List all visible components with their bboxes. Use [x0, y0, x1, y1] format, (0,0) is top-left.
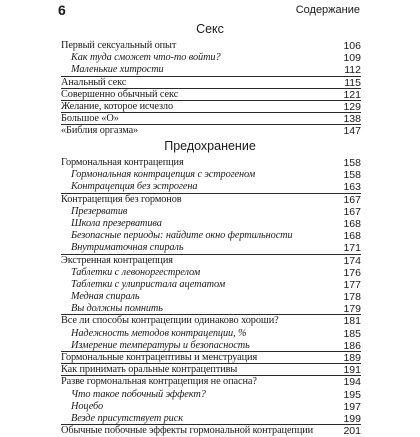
toc-entry — [61, 340, 361, 352]
toc-entry-page: 168 — [343, 217, 361, 230]
toc-entry-title: Ноцебо — [71, 400, 104, 412]
toc-entry-title: Контрацепция без эстрогена — [71, 181, 198, 193]
toc-entry — [61, 40, 361, 52]
toc-entry-title: Везде присутствует риск — [71, 412, 183, 424]
toc-entry — [61, 389, 361, 401]
toc-entry — [61, 401, 361, 413]
toc-entry-title: Гормональная контрацепция с эстрогеном — [71, 169, 256, 181]
toc-entry-page: 201 — [343, 425, 361, 437]
toc-entry-page: 195 — [343, 388, 361, 401]
toc-entry-title: Желание, которое исчезло — [61, 100, 173, 112]
toc-entry-page: 179 — [343, 303, 361, 316]
toc-entry — [61, 291, 361, 303]
page-number: 6 — [58, 2, 66, 18]
toc-entry — [61, 425, 361, 437]
toc-entry — [61, 279, 361, 291]
toc-entry-page: 158 — [343, 169, 361, 182]
toc-entry — [61, 181, 361, 193]
toc-entry-title: Все ли способы контрацепции одинаково хороши? — [61, 315, 279, 327]
toc-list-sex — [61, 40, 361, 138]
toc-list-contraception — [61, 157, 361, 437]
toc-entry-title: Контрацепция без гормонов — [61, 193, 182, 205]
toc-entry-page: 171 — [343, 242, 361, 255]
toc-entry — [61, 376, 361, 388]
toc-entry — [61, 255, 361, 267]
toc-entry — [61, 125, 361, 137]
toc-entry — [61, 77, 361, 89]
toc-entry-page: 168 — [343, 230, 361, 243]
toc-entry-page: 194 — [343, 376, 361, 389]
toc-entry — [61, 303, 361, 315]
toc-entry-page: 191 — [343, 364, 361, 377]
toc-entry — [61, 364, 361, 376]
toc-entry-page: 177 — [343, 278, 361, 291]
toc-entry — [61, 194, 361, 206]
toc-entry — [61, 352, 361, 364]
toc-entry-title: Экстренная контрацепция — [61, 254, 173, 266]
toc-entry-page: 129 — [343, 100, 361, 113]
toc-entry-page: 106 — [343, 40, 361, 52]
toc-entry-title: Как туда сможет что-то войти? — [71, 52, 221, 64]
toc-entry-page: 121 — [343, 88, 361, 101]
toc-entry-page: 181 — [343, 315, 361, 328]
toc-entry-title: Медная спираль — [71, 291, 140, 303]
toc-entry-title: Первый сексуальный опыт — [61, 40, 177, 51]
toc-entry-page: 109 — [343, 52, 361, 65]
toc-entry-page: 138 — [343, 113, 361, 126]
toc-entry — [61, 89, 361, 101]
toc-entry-title: Анальный секс — [61, 76, 127, 88]
toc-entry-page: 186 — [343, 339, 361, 352]
toc-entry-page: 158 — [343, 157, 361, 169]
toc-entry — [61, 113, 361, 125]
toc-entry-page: 189 — [343, 352, 361, 364]
toc-entry-title: Гормональные контрацептивы и менструация — [61, 352, 258, 363]
toc-entry-title: Разве гормональная контрацепция не опасна? — [61, 376, 257, 388]
toc-entry — [61, 52, 361, 64]
toc-entry-title: Презерватив — [71, 205, 128, 217]
section-title-contraception: Предохранение — [164, 139, 256, 153]
toc-entry — [61, 101, 361, 113]
toc-entry-page: 197 — [343, 400, 361, 413]
toc-entry-page: 115 — [344, 76, 361, 89]
toc-entry — [61, 267, 361, 279]
toc-entry-page: 147 — [343, 125, 361, 138]
toc-entry-page: 167 — [343, 205, 361, 218]
toc-entry-title: Что такое побочный эффект? — [71, 388, 206, 400]
toc-entry-title: Маленькие хитрости — [71, 64, 164, 76]
toc-entry-page: 176 — [343, 266, 361, 279]
toc-entry-title: «Библия оргазма» — [61, 125, 139, 137]
toc-entry-title: Надежность методов контрацепции, % — [71, 327, 247, 339]
toc-entry-page: 112 — [344, 64, 361, 77]
toc-entry-title: Как принимать оральные контрацептивы — [61, 364, 238, 376]
toc-entry-page: 199 — [343, 412, 361, 425]
toc-entry-page: 178 — [343, 291, 361, 304]
toc-entry — [61, 230, 361, 242]
toc-entry-title: Гормональная контрацепция — [61, 157, 184, 168]
running-head: Содержание — [295, 4, 360, 16]
toc-entry-title: Вы должны помнить — [71, 303, 163, 315]
toc-entry — [61, 206, 361, 218]
toc-entry-page: 167 — [343, 193, 361, 206]
toc-entry — [61, 413, 361, 425]
toc-entry — [61, 328, 361, 340]
toc-entry — [61, 157, 361, 169]
toc-entry — [61, 242, 361, 254]
toc-entry-title: Обычные побочные эффекты гормональной контрацепции — [61, 425, 314, 437]
toc-entry-title: Внутриматочная спираль — [71, 242, 184, 254]
toc-entry-title: Безопасные периоды: найдите окно фертильности — [71, 230, 293, 242]
toc-entry — [61, 315, 361, 327]
toc-entry — [61, 64, 361, 76]
toc-entry-title: Таблетки с левоноргестрелом — [71, 266, 201, 278]
toc-entry-page: 185 — [343, 327, 361, 340]
section-title-sex: Секс — [196, 22, 224, 36]
toc-entry-page: 174 — [343, 254, 361, 267]
toc-entry-title: Таблетки с улипристала ацетатом — [71, 278, 226, 290]
toc-entry-title: Школа презерватива — [71, 217, 162, 229]
toc-entry — [61, 169, 361, 181]
toc-entry — [61, 218, 361, 230]
toc-entry-page: 163 — [343, 181, 361, 194]
toc-entry-title: Измерение температуры и безопасность — [71, 339, 250, 351]
toc-entry-title: Совершенно обычный секс — [61, 88, 179, 100]
toc-entry-title: Большое «О» — [61, 113, 119, 125]
